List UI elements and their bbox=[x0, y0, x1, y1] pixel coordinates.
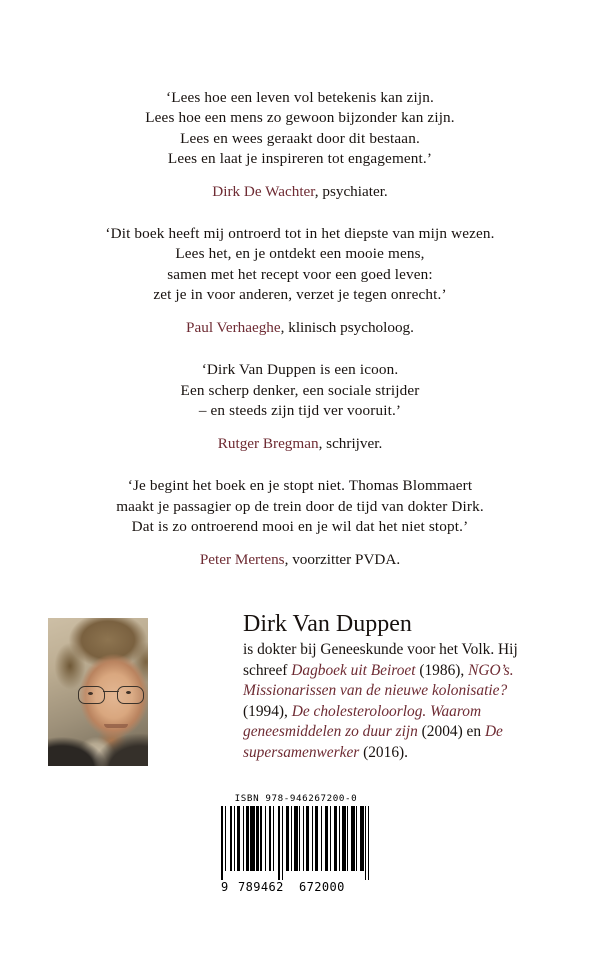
quote-text bbox=[0, 476, 600, 537]
barcode-bar bbox=[347, 806, 348, 871]
quote-attribution bbox=[0, 182, 600, 202]
barcode-bar bbox=[265, 806, 266, 871]
endorsements-section bbox=[0, 88, 600, 592]
quote-line: Een scherp denker, een sociale strijder bbox=[180, 381, 420, 399]
barcode-bar bbox=[351, 806, 355, 871]
barcode-bar bbox=[291, 806, 292, 871]
barcode-bar bbox=[365, 806, 366, 880]
attribution-role: , voorzitter PVDA. bbox=[284, 551, 401, 569]
quote-line: Dat is zo ontroerend mooi en je wil dat het niet stopt.’ bbox=[131, 517, 469, 535]
author-bio bbox=[243, 640, 553, 764]
attribution-role: , psychiater. bbox=[314, 183, 388, 201]
mouth bbox=[104, 724, 128, 728]
quote-attribution bbox=[0, 550, 600, 570]
bio-text: (1986), bbox=[415, 661, 469, 679]
barcode-bar bbox=[286, 806, 290, 871]
quote-text bbox=[0, 224, 600, 305]
quote-line: zet je in voor anderen, verzet je tegen onrecht.’ bbox=[153, 286, 447, 304]
quote-line: Lees en laat je inspireren tot engagement.’ bbox=[167, 149, 433, 167]
isbn-label: ISBN 978-946267200-0 bbox=[234, 793, 358, 804]
author-section bbox=[48, 611, 552, 768]
quote-line: ‘Dirk Van Duppen is een icoon. bbox=[201, 361, 399, 379]
eye-left bbox=[88, 692, 93, 695]
barcode-bar bbox=[278, 806, 280, 880]
quote-attribution bbox=[0, 434, 600, 454]
bio-text: (2004) en bbox=[417, 723, 485, 741]
barcode-bar bbox=[256, 806, 258, 871]
barcode-bar bbox=[312, 806, 313, 871]
author-name: Dirk Van Duppen bbox=[243, 611, 412, 637]
quote-line: Lees en wees geraakt door dit bestaan. bbox=[180, 129, 420, 147]
barcode-bar bbox=[368, 806, 369, 880]
quote-line: – en steeds zijn tijd ver vooruit.’ bbox=[198, 401, 402, 419]
book-title: NGO’s. Missionarissen van de nieuwe kolonisatie? bbox=[243, 661, 514, 700]
barcode-area bbox=[221, 793, 371, 895]
barcode-bar bbox=[246, 806, 248, 871]
book-title: Dagboek uit Beiroet bbox=[291, 661, 416, 679]
bio-text: is dokter bij Geneeskunde voor het Volk. Hij schreef bbox=[243, 641, 518, 679]
barcode-bar bbox=[294, 806, 298, 871]
barcode-bar bbox=[230, 806, 232, 871]
quote-line: ‘Lees hoe een leven vol betekenis kan zijn. bbox=[166, 89, 434, 106]
barcode-bar bbox=[321, 806, 322, 871]
attribution-name: Paul Verhaeghe bbox=[186, 319, 281, 337]
barcode-bar bbox=[325, 806, 329, 871]
barcode-bar bbox=[342, 806, 346, 871]
quote-line: maakt je passagier op de trein door de tijd van dokter Dirk. bbox=[116, 497, 484, 515]
barcode-bar bbox=[221, 806, 223, 880]
barcode-bars bbox=[221, 806, 369, 880]
bio-text: (2016). bbox=[359, 743, 408, 761]
quote-attribution bbox=[0, 318, 600, 338]
quote-line: ‘Je begint het boek en je stopt niet. Thomas Blommaert bbox=[127, 477, 473, 495]
attribution-name: Peter Mertens bbox=[199, 551, 285, 569]
barcode-bar bbox=[356, 806, 357, 871]
barcode-bar bbox=[260, 806, 262, 871]
barcode-bar bbox=[339, 806, 340, 871]
barcode-bar bbox=[250, 806, 255, 871]
barcode-bar bbox=[237, 806, 239, 871]
quote-block bbox=[0, 88, 600, 202]
barcode-bar bbox=[303, 806, 304, 871]
quote-text bbox=[0, 88, 600, 169]
attribution-name: Dirk De Wachter bbox=[212, 183, 315, 201]
barcode-bar bbox=[299, 806, 300, 871]
quote-line: samen met het recept voor een goed leven: bbox=[167, 265, 433, 283]
attribution-name: Rutger Bregman bbox=[217, 435, 319, 453]
barcode-digits bbox=[221, 880, 369, 895]
attribution-role: , schrijver. bbox=[318, 435, 383, 453]
barcode-digit-lead: 9 bbox=[221, 880, 229, 894]
quote-line: ‘Dit boek heeft mij ontroerd tot in het diepste van mijn wezen. bbox=[105, 225, 495, 243]
barcode-bar bbox=[269, 806, 271, 871]
author-text-block bbox=[243, 610, 553, 764]
quote-block bbox=[0, 360, 600, 454]
quote-line: Lees hoe een mens zo gewoon bijzonder kan zijn. bbox=[145, 109, 455, 127]
barcode-bar bbox=[334, 806, 338, 871]
barcode-bar bbox=[243, 806, 244, 871]
quote-text bbox=[0, 360, 600, 421]
barcode-bar bbox=[330, 806, 331, 871]
barcode-digits-right: 672000 bbox=[299, 880, 345, 894]
quote-line: Lees het, en je ontdekt een mooie mens, bbox=[175, 245, 425, 263]
eye-right bbox=[126, 691, 131, 694]
quote-block bbox=[0, 476, 600, 570]
book-title: De supersamenwerker bbox=[243, 723, 503, 761]
barcode-bar bbox=[273, 806, 274, 871]
book-title: De cholesteroloorlog. Waarom geneesmiddelen zo duur zijn bbox=[243, 702, 482, 741]
bio-text: (1994), bbox=[243, 702, 292, 720]
barcode-bar bbox=[234, 806, 235, 871]
attribution-role: , klinisch psycholoog. bbox=[280, 319, 414, 337]
barcode-bar bbox=[225, 806, 226, 871]
barcode-bar bbox=[306, 806, 310, 871]
barcode-bar bbox=[360, 806, 364, 871]
barcode-bar bbox=[315, 806, 319, 871]
barcode-bar bbox=[282, 806, 283, 880]
quote-block bbox=[0, 224, 600, 338]
author-photo bbox=[48, 618, 148, 766]
barcode-digits-left: 789462 bbox=[238, 880, 284, 894]
